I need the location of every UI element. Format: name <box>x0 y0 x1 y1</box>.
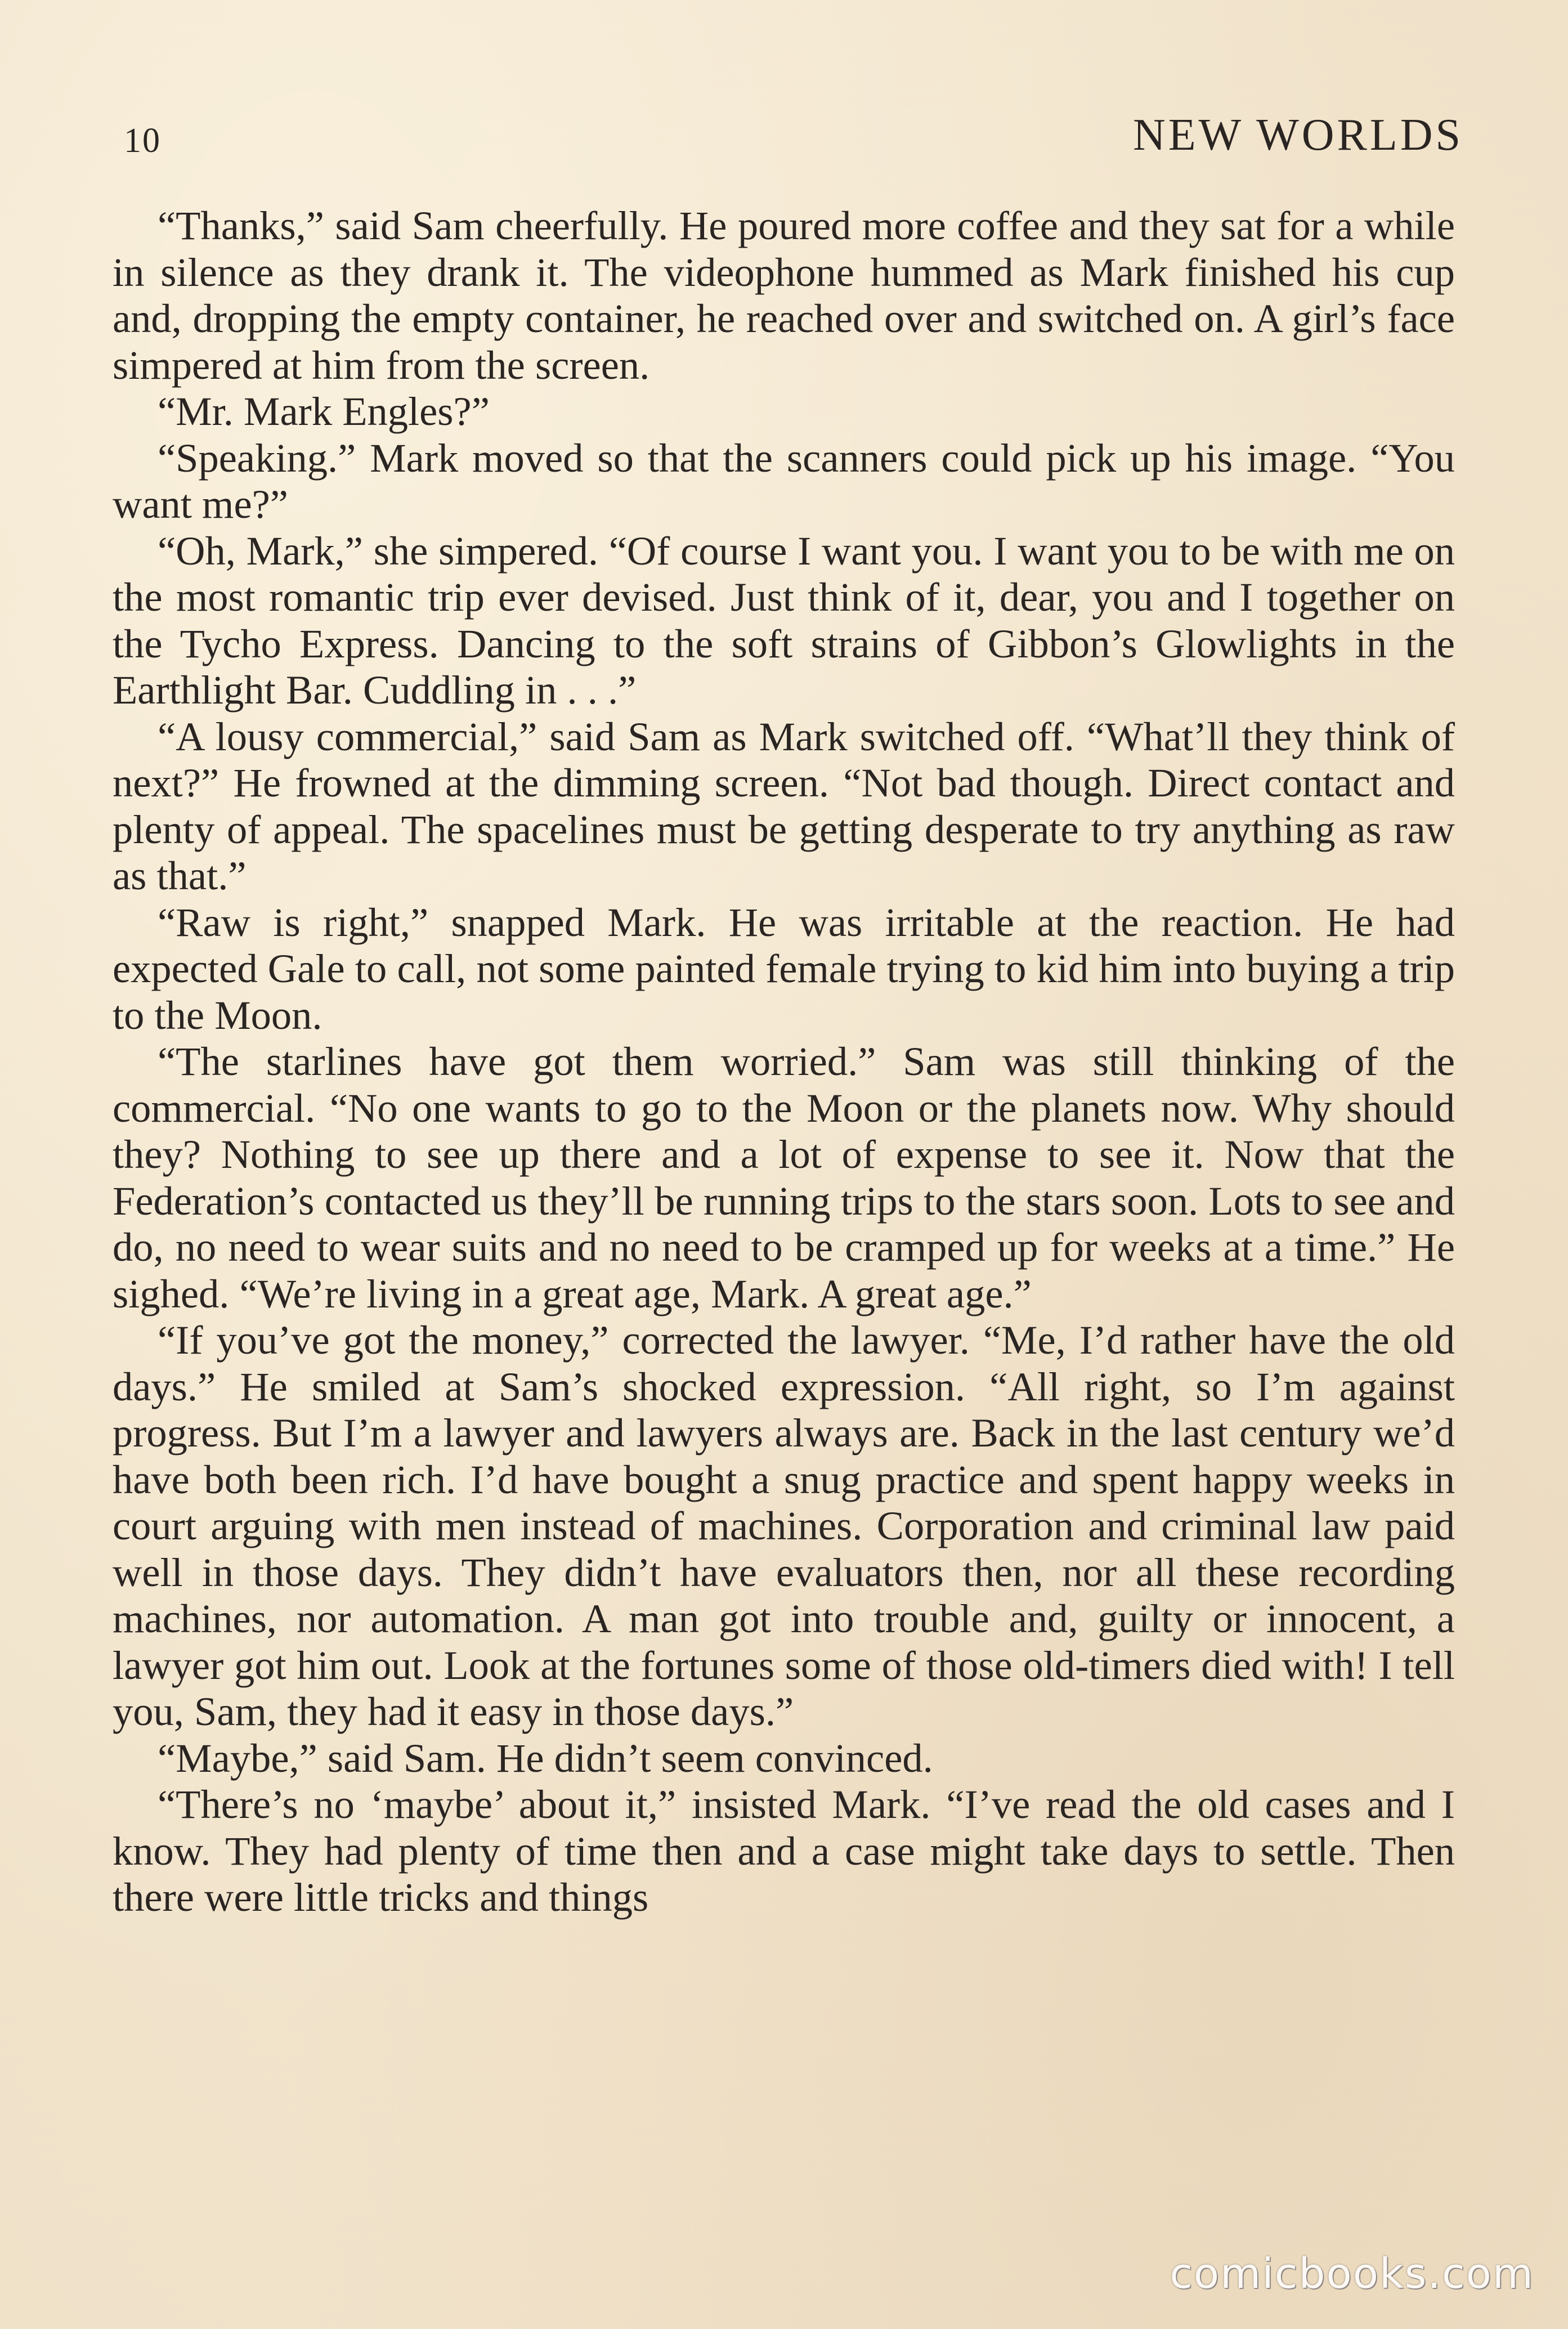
paragraph: “Oh, Mark,” she simpered. “Of course I want you. I want you to be with me on the most romantic trip ever devised. Just think of it, dear, you and I together on the Tycho Express. Dancing to the soft strains of Gibbon’s Glowlights in the Earthlight Bar. Cuddling in . . .” <box>113 527 1455 713</box>
paragraph: “If you’ve got the money,” corrected the lawyer. “Me, I’d rather have the old days.” He smiled at Sam’s shocked expression. “All right, so I’m against progress. But I’m a lawyer and lawyers always are. Back in the last century we’d have both been rich. I’d have bought a snug practice and spent happy weeks in court arguing with men instead of machines. Corporation and criminal law paid well in those days. They didn’t have evaluators then, nor all these recording machines, nor automation. A man got into trouble and, guilty or innocent, a lawyer got him out. Look at the fortunes some of those old-timers died with! I tell you, Sam, they had it easy in those days.” <box>113 1317 1455 1734</box>
paragraph: “The starlines have got them worried.” Sam was still thinking of the commercial. “No one wants to go to the Moon or the planets now. Why should they? Nothing to see up there and a lot of expense to see it. Now that the Federation’s contacted us they’ll be running trips to the stars soon. Lots to see and do, no need to wear suits and no need to be cramped up for weeks at a time.” He sighed. “We’re living in a great age, Mark. A great age.” <box>113 1038 1455 1316</box>
paragraph: “Raw is right,” snapped Mark. He was irritable at the reaction. He had expected Gale to call, not some painted female trying to kid him into buying a trip to the Moon. <box>113 899 1455 1038</box>
paragraph: “A lousy commercial,” said Sam as Mark switched off. “What’ll they think of next?” He frowned at the dimming screen. “Not bad though. Direct contact and plenty of appeal. The spacelines must be getting desperate to try anything as raw as that.” <box>113 713 1455 898</box>
body-text <box>113 203 1455 1921</box>
paragraph: “Mr. Mark Engles?” <box>158 388 490 434</box>
page-number: 10 <box>124 122 161 160</box>
running-title: NEW WORLDS <box>1132 110 1463 160</box>
running-head <box>113 110 1463 172</box>
paragraph: “Speaking.” Mark moved so that the scanners could pick up his image. “You want me?” <box>113 435 1455 527</box>
site-watermark: comicbooks.com <box>1170 2250 1534 2298</box>
paragraph: “There’s no ‘maybe’ about it,” insisted Mark. “I’ve read the old cases and I know. They had plenty of time then and a case might take days to settle. Then there were little tricks and things <box>113 1781 1455 1920</box>
paragraph: “Thanks,” said Sam cheerfully. He poured more coffee and they sat for a while in silence as they drank it. The videophone hummed as Mark finished his cup and, dropping the empty container, he reached over and switched on. A girl’s face simpered at him from the screen. <box>113 203 1455 388</box>
paragraph: “Maybe,” said Sam. He didn’t seem convinced. <box>158 1735 933 1781</box>
